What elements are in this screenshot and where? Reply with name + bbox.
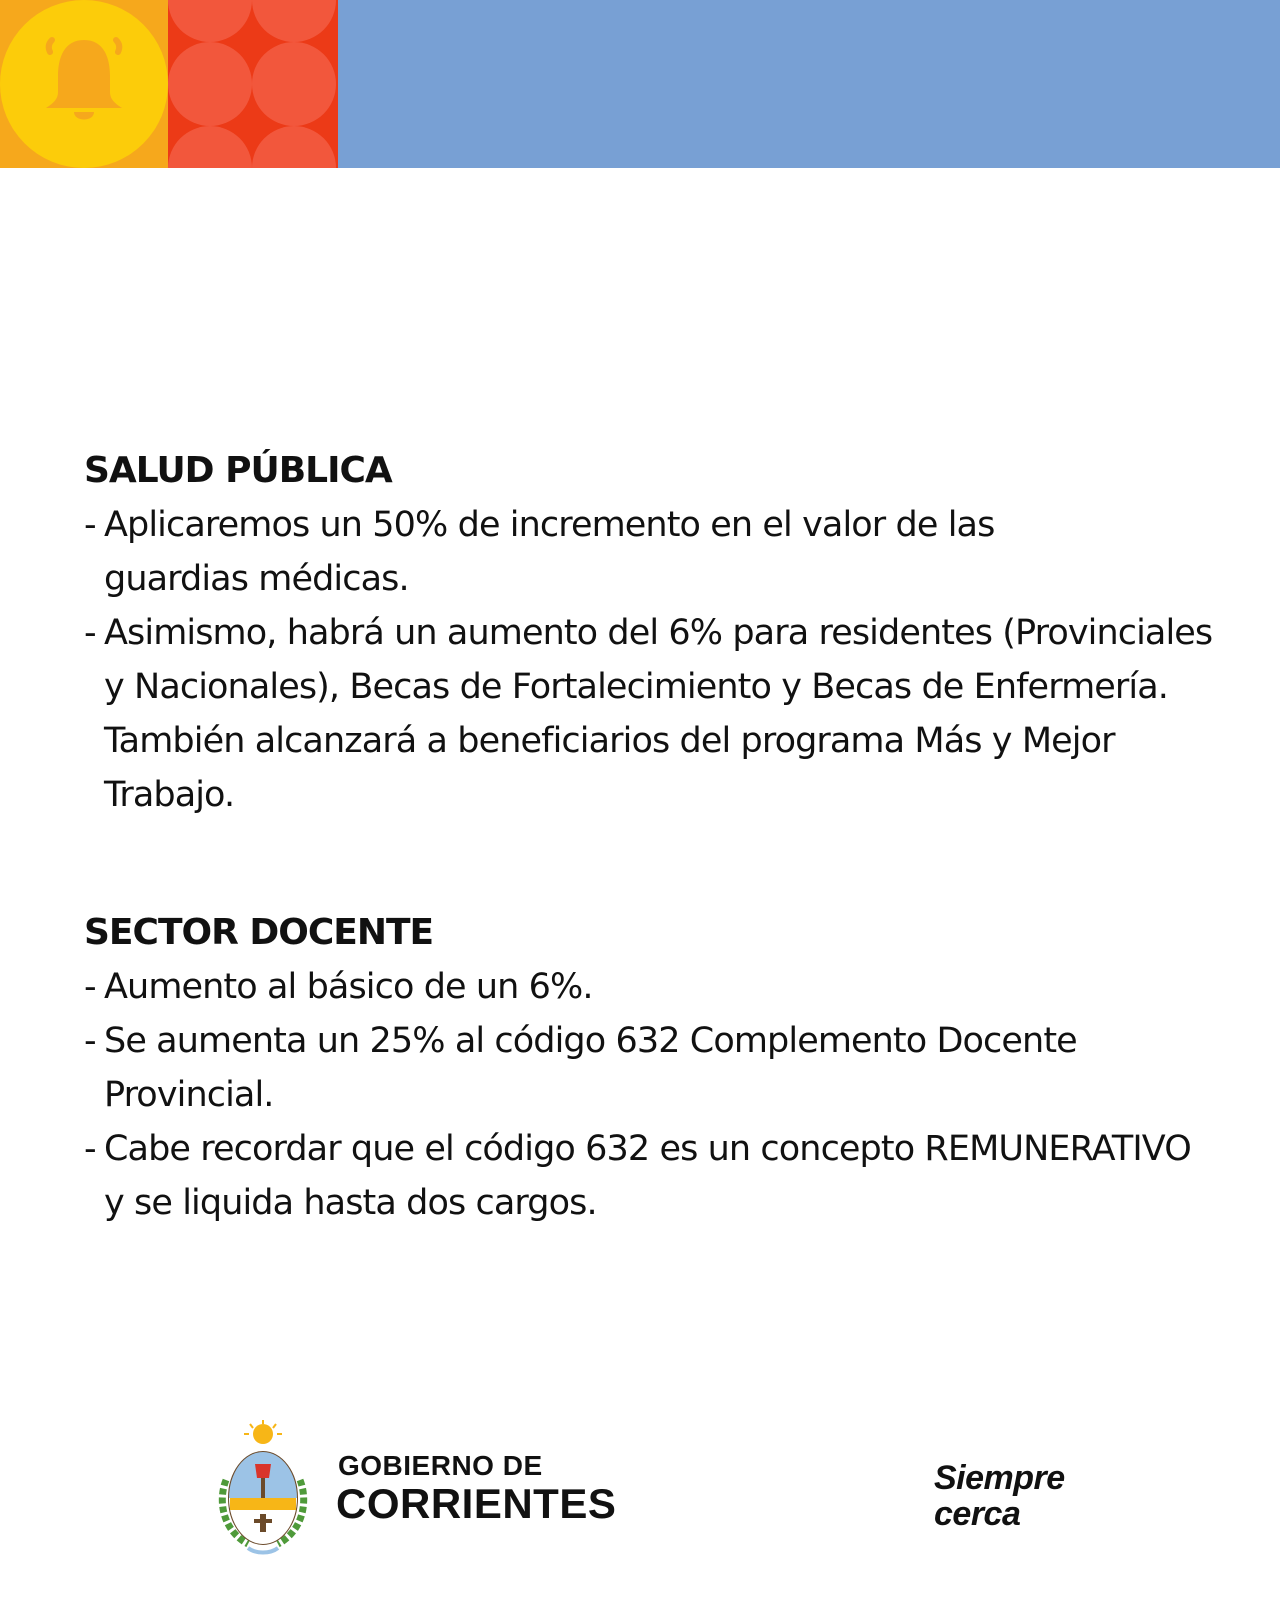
section-title-docente: SECTOR DOCENTE xyxy=(84,912,434,953)
provincial-shield-icon xyxy=(208,1420,318,1560)
bell-tile xyxy=(0,0,168,168)
bell-icon xyxy=(0,0,168,168)
blue-band xyxy=(338,0,1280,168)
slogan-line-1: Siempre xyxy=(934,1459,1065,1497)
announcement-content xyxy=(84,444,1254,1230)
pattern-tile xyxy=(168,0,338,168)
slogan-line-2: cerca xyxy=(934,1495,1021,1533)
logo-line-1: GOBIERNO DE xyxy=(338,1450,543,1481)
section-title-salud: SALUD PÚBLICA xyxy=(84,450,392,491)
slogan xyxy=(934,1460,1065,1532)
list-item: - Aumento al básico de un 6%. xyxy=(84,960,1204,1014)
header-banner xyxy=(0,0,1280,168)
docente-list xyxy=(84,960,1254,1230)
list-item: - Cabe recordar que el código 632 es un concepto REMUNERATIVO y se liquida hasta dos cargos. xyxy=(84,1122,1204,1230)
government-logo xyxy=(208,1420,648,1560)
list-item: - Se aumenta un 25% al código 632 Complemento Docente Provincial. xyxy=(84,1014,1104,1122)
salud-list xyxy=(84,498,1254,822)
list-item: - Aplicaremos un 50% de incremento en el valor de las guardias médicas. xyxy=(84,498,1024,606)
logo-line-2: CORRIENTES xyxy=(336,1480,617,1527)
list-item: - Asimismo, habrá un aumento del 6% para residentes (Provinciales y Nacionales), Becas de Fortalecimiento y Becas de Enfermería. También alcanzará a beneficiarios del programa Más y Mejor Trabajo. xyxy=(84,606,1224,822)
